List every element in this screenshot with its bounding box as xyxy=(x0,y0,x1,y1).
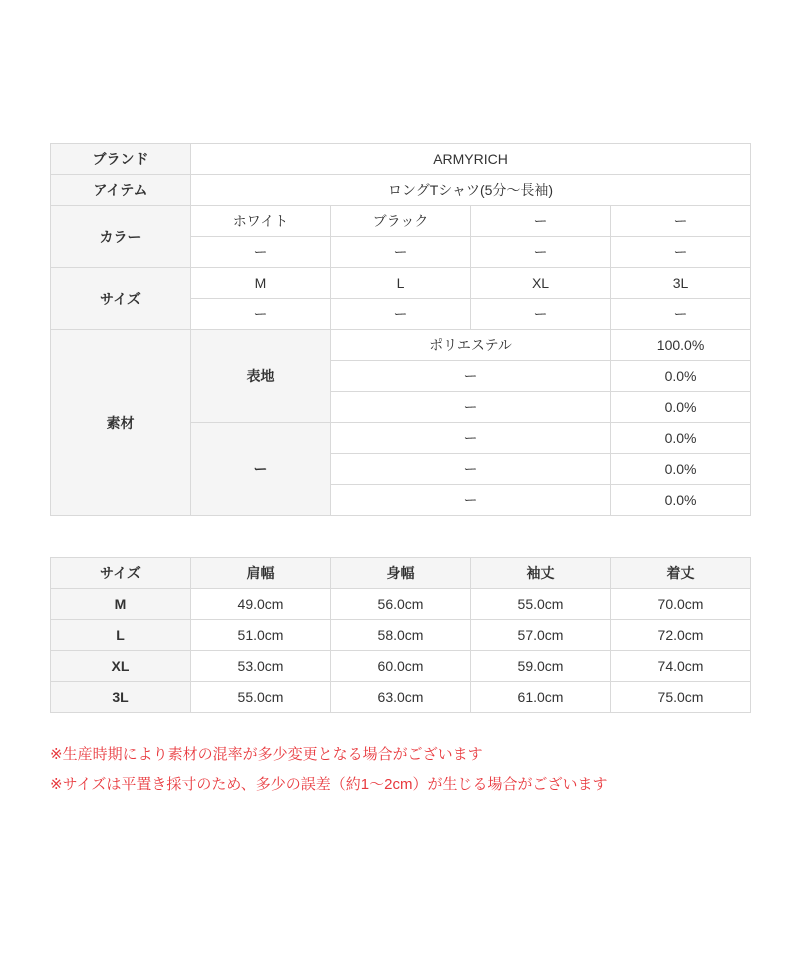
size-chart-header-chest: 身幅 xyxy=(331,558,471,589)
size-option: XL xyxy=(471,268,611,299)
size-chart-row-label: M xyxy=(51,589,191,620)
material-name: ー xyxy=(331,392,611,423)
size-chart-cell-chest: 58.0cm xyxy=(331,620,471,651)
size-chart-cell-sleeve: 55.0cm xyxy=(471,589,611,620)
size-chart-cell-length: 70.0cm xyxy=(611,589,751,620)
material-percent: 0.0% xyxy=(611,485,751,516)
color-option: ー xyxy=(331,237,471,268)
size-chart-table-container xyxy=(50,557,750,713)
material-percent: 0.0% xyxy=(611,423,751,454)
color-option: ー xyxy=(471,206,611,237)
size-chart-cell-chest: 60.0cm xyxy=(331,651,471,682)
size-chart-cell-shoulder: 51.0cm xyxy=(191,620,331,651)
size-option: 3L xyxy=(611,268,751,299)
material-name: ポリエステル xyxy=(331,330,611,361)
spec-label-color: カラー xyxy=(51,206,191,268)
size-option: ー xyxy=(611,299,751,330)
size-option: M xyxy=(191,268,331,299)
size-chart-cell-sleeve: 59.0cm xyxy=(471,651,611,682)
size-chart-header-length: 着丈 xyxy=(611,558,751,589)
spec-value-item: ロングTシャツ(5分～長袖) xyxy=(191,175,751,206)
size-chart-cell-shoulder: 49.0cm xyxy=(191,589,331,620)
table-row xyxy=(51,682,751,713)
material-percent: 0.0% xyxy=(611,361,751,392)
color-option: ー xyxy=(611,206,751,237)
spec-label-brand: ブランド xyxy=(51,144,191,175)
material-group-second-label: ー xyxy=(191,423,331,516)
color-option: ー xyxy=(611,237,751,268)
size-chart-header-sleeve: 袖丈 xyxy=(471,558,611,589)
disclaimer-notes xyxy=(50,740,760,800)
table-row xyxy=(51,206,751,237)
table-row xyxy=(51,589,751,620)
size-chart-header-shoulder: 肩幅 xyxy=(191,558,331,589)
table-row xyxy=(51,620,751,651)
size-chart-header-row xyxy=(51,558,751,589)
color-option: ー xyxy=(191,237,331,268)
material-group-outer-label: 表地 xyxy=(191,330,331,423)
material-name: ー xyxy=(331,485,611,516)
spec-label-item: アイテム xyxy=(51,175,191,206)
product-spec-table xyxy=(50,143,751,516)
table-row xyxy=(51,330,751,361)
size-chart-row-label: L xyxy=(51,620,191,651)
color-option: ホワイト xyxy=(191,206,331,237)
material-percent: 0.0% xyxy=(611,454,751,485)
size-option: L xyxy=(331,268,471,299)
size-chart-cell-length: 75.0cm xyxy=(611,682,751,713)
note-measurement-tolerance: ※サイズは平置き採寸のため、多少の誤差（約1～2cm）が生じる場合がございます xyxy=(50,776,608,793)
table-row xyxy=(51,651,751,682)
product-spec-table-container xyxy=(50,143,750,516)
spec-value-brand: ARMYRICH xyxy=(191,144,751,175)
size-option: ー xyxy=(331,299,471,330)
size-chart-cell-chest: 63.0cm xyxy=(331,682,471,713)
material-percent: 0.0% xyxy=(611,392,751,423)
material-name: ー xyxy=(331,361,611,392)
color-option: ブラック xyxy=(331,206,471,237)
size-chart-cell-shoulder: 55.0cm xyxy=(191,682,331,713)
size-chart-row-label: XL xyxy=(51,651,191,682)
spec-label-material: 素材 xyxy=(51,330,191,516)
table-row xyxy=(51,175,751,206)
table-row xyxy=(51,144,751,175)
material-percent: 100.0% xyxy=(611,330,751,361)
material-name: ー xyxy=(331,454,611,485)
color-option: ー xyxy=(471,237,611,268)
note-material-variation: ※生産時期により素材の混率が多少変更となる場合がございます xyxy=(50,746,483,763)
size-chart-cell-length: 72.0cm xyxy=(611,620,751,651)
size-chart-cell-shoulder: 53.0cm xyxy=(191,651,331,682)
table-row xyxy=(51,268,751,299)
spec-label-size: サイズ xyxy=(51,268,191,330)
size-chart-row-label: 3L xyxy=(51,682,191,713)
size-chart-cell-length: 74.0cm xyxy=(611,651,751,682)
size-option: ー xyxy=(191,299,331,330)
size-chart-table xyxy=(50,557,751,713)
size-option: ー xyxy=(471,299,611,330)
size-chart-header-size: サイズ xyxy=(51,558,191,589)
size-chart-cell-sleeve: 61.0cm xyxy=(471,682,611,713)
size-chart-cell-sleeve: 57.0cm xyxy=(471,620,611,651)
material-name: ー xyxy=(331,423,611,454)
size-chart-cell-chest: 56.0cm xyxy=(331,589,471,620)
